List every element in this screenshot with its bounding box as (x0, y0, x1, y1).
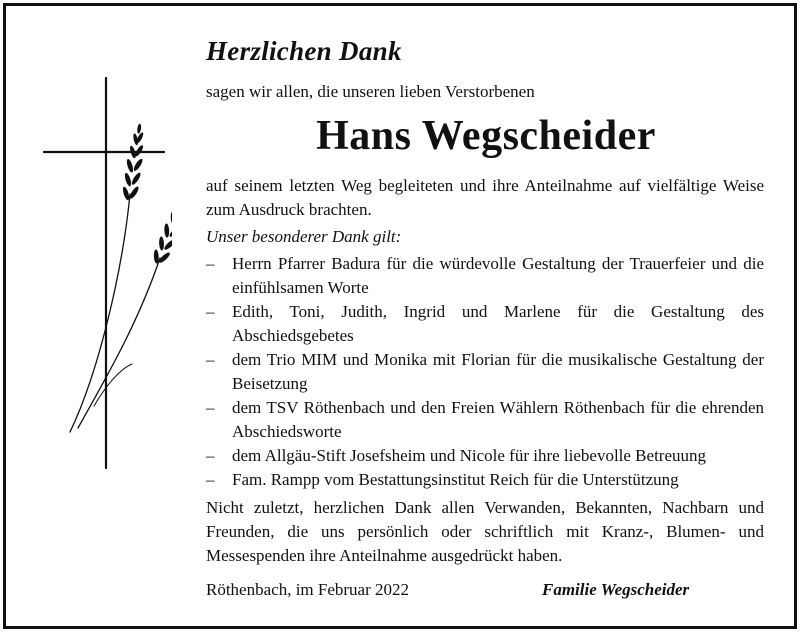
list-item (206, 396, 764, 444)
list-marker: – (206, 254, 215, 273)
list-marker: – (206, 350, 215, 369)
family-signature: Familie Wegscheider (542, 580, 690, 599)
place-date: Röthenbach, im Februar 2022 (206, 580, 410, 599)
list-item (206, 252, 764, 300)
closing-text: Nicht zuletzt, herzlichen Dank allen Verwanden, Bekannten, Nachbarn und Freunden, die uns persönlich oder schriftlich mit Kranz-, Blumen- und Messespenden ihre Anteilnahme ausgedrückt haben. (206, 498, 764, 565)
heading: Herzlichen Dank (206, 36, 402, 66)
deceased-name: Hans Wegscheider (316, 113, 656, 159)
list-item-text: Edith, Toni, Judith, Ingrid und Marlene für die Gestaltung des Abschiedsgebetes (232, 302, 764, 345)
list-item-text: Herrn Pfarrer Badura für die würdevolle Gestaltung der Trauerfeier und die einfühlsamen Worte (232, 254, 764, 297)
list-marker: – (206, 446, 215, 465)
list-marker: – (206, 302, 215, 321)
list-item (206, 348, 764, 396)
list-marker: – (206, 470, 215, 489)
body-text: auf seinem letzten Weg begleiteten und ihre Anteilnahme auf vielfältige Weise zum Ausdruck brachten. (206, 176, 764, 219)
list-item (206, 300, 764, 348)
cross-with-wheat-icon (42, 76, 172, 476)
special-thanks-heading: Unser besonderer Dank gilt: (206, 227, 402, 246)
list-item (206, 468, 764, 492)
intro-line: sagen wir allen, die unseren lieben Verstorbenen (206, 82, 535, 101)
thanks-list (206, 252, 764, 492)
list-item (206, 444, 764, 468)
list-item-text: dem Trio MIM und Monika mit Florian für die musikalische Gestaltung der Beisetzung (232, 350, 764, 393)
list-item-text: dem Allgäu-Stift Josefsheim und Nicole für ihre liebevolle Betreuung (232, 446, 706, 465)
list-item-text: Fam. Rampp vom Bestattungsinstitut Reich für die Unterstützung (232, 470, 679, 489)
list-marker: – (206, 398, 215, 417)
list-item-text: dem TSV Röthenbach und den Freien Wählern Röthenbach für die ehrenden Abschiedsworte (232, 398, 764, 441)
death-notice-card (3, 3, 797, 629)
